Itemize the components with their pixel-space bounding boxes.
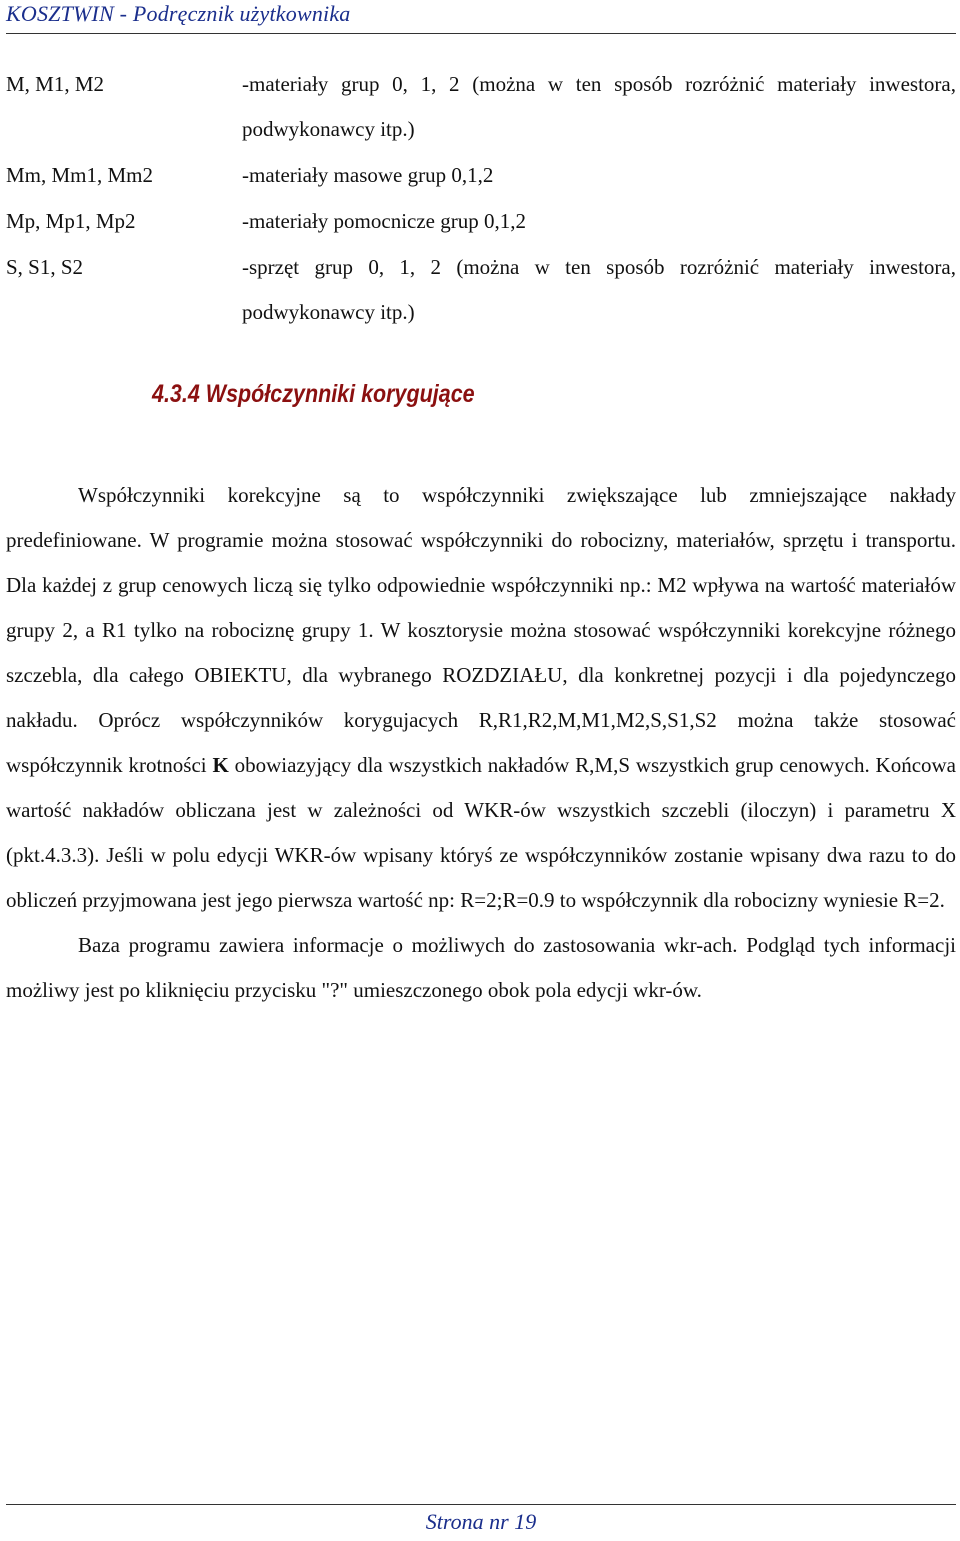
definition-description: -materiały grup 0, 1, 2 (można w ten sposób rozróżnić materiały inwestora, podwykonawcy itp.) — [242, 72, 956, 141]
page-footer — [6, 1504, 956, 1534]
definition-description: -materiały pomocnicze grup 0,1,2 — [242, 209, 526, 233]
definition-term: Mm, Mm1, Mm2 — [6, 163, 154, 187]
definition-description: -materiały masowe grup 0,1,2 — [242, 163, 494, 187]
definition-row — [6, 62, 956, 152]
definition-list — [6, 62, 956, 336]
definition-row — [6, 245, 956, 335]
definition-term: S, S1, S2 — [6, 255, 84, 279]
definition-row — [6, 153, 956, 198]
k-symbol: K — [212, 753, 229, 777]
definition-term: Mp, Mp1, Mp2 — [6, 209, 136, 233]
paragraph-base-info: Baza programu zawiera informacje o możliwych do zastosowania wkr-ach. Podgląd tych informacji możliwy jest po kliknięciu przycisku "?" umieszczonego obok pola edycji wkr-ów. — [6, 933, 956, 1002]
paragraph-wkr-description — [6, 473, 956, 923]
paragraph-text: Współczynniki korekcyjne są to współczynniki zwiększające lub zmniejszające nakłady predefiniowane. W programie można stosować współczynniki do robocizny, materiałów, sprzętu i transportu. Dla każdej z grup cenowych liczą się tylko odpowiednie współczynniki np.: M2 wpływa na wartość materiałów grupy 2, a R1 tylko na robociznę grupy 1. W kosztorysie można stosować współczynniki korekcyjne różnego szczebla, dla całego OBIEKTU, dla wybranego ROZDZIAŁU, dla konkretnej pozycji i dla pojedynczego nakładu. Oprócz współczynników korygujacych R,R1,R2,M,M1,M2,S,S1,S2 można także stosować współczynnik krotności — [6, 483, 956, 777]
page-number: Strona nr 19 — [425, 1509, 537, 1534]
page-header — [6, 0, 956, 34]
definition-description: -sprzęt grup 0, 1, 2 (można w ten sposób rozróżnić materiały inwestora, podwykonawcy itp.) — [242, 255, 956, 324]
paragraph-text: obowiazyjący dla wszystkich nakładów R,M,S wszystkich grup cenowych. Końcowa wartość nakładów obliczana jest w zależności od WKR-ów wszystkich szczebli (iloczyn) i parametru X (pkt.4.3.3). Jeśli w polu edycji WKR-ów wpisany któryś ze współczynników zostanie wpisany dwa razu to do obliczeń przyjmowana jest jego pierwsza wartość np: R=2;R=0.9 to współczynnik dla robocizny wyniesie R=2. — [6, 753, 956, 912]
definition-term: M, M1, M2 — [6, 72, 105, 96]
document-title: KOSZTWIN - Podręcznik użytkownika — [6, 1, 351, 26]
body-text — [6, 473, 956, 1013]
section-heading: 4.3.4 Współczynniki korygujące — [152, 380, 475, 408]
definition-row — [6, 199, 956, 244]
